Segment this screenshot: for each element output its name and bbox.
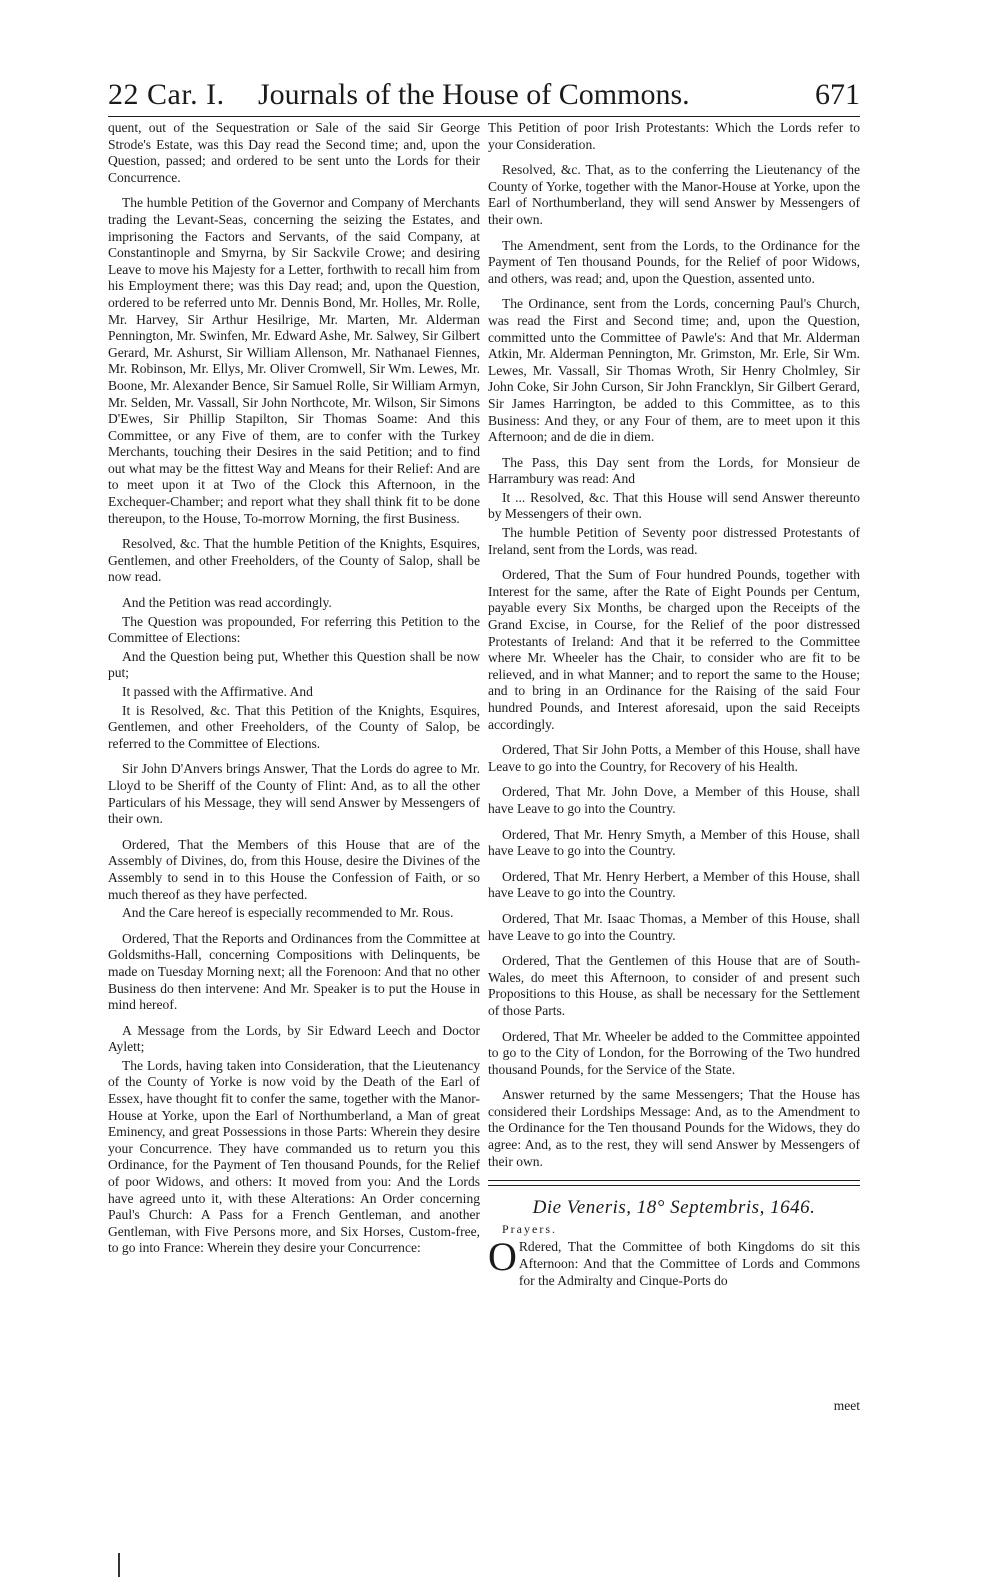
reign-label: 22 Car. I. [108, 78, 225, 111]
paragraph: Answer returned by the same Messengers; That the House has considered their Lordships Message: And, as to the Amendment to the Ordinance for the Ten thousand Pounds for the Widows, they do agree: And, as to the rest, they will send Answer by Messengers of their own. [488, 1087, 860, 1169]
paragraph: Ordered, That Mr. John Dove, a Member of this House, shall have Leave to go into the Country. [488, 784, 860, 816]
paragraph: It ... Resolved, &c. That this House will send Answer thereunto by Messengers of their own. [488, 489, 860, 522]
final-paragraph-text: Rdered, That the Committee of both Kingdoms do sit this Afternoon: And that the Committee of Lords and Commons for the Admiralty and Cinque-Ports do [518, 1239, 860, 1288]
margin-mark [118, 1553, 120, 1577]
paragraph: The Lords, having taken into Consideration, that the Lieutenancy of the County of Yorke is now void by the Death of the Earl of Essex, have thought fit to confer the same, together with the Manor-House at Yorke, upon the Earl of Northumberland, a Man of great Eminency, and great Possessions in those Parts: Wherein they desire your Concurrence. They have commanded us to return you this Ordinance, for the Payment of Ten thousand Pounds, for the Relief of poor Widows, and others: It moved from you: And the Lords have agreed unto it, with these Alterations: An Order concerning Paul's Church: A Pass for a French Gentleman, and another Gentleman, with Five Persons more, and Six Horses, Custom-free, to go into France: Wherein they desire your Concurrence: [108, 1057, 480, 1256]
drop-cap-letter: O [488, 1234, 517, 1280]
journal-title: Journals of the House of Commons. [258, 78, 690, 111]
paragraph: Sir John D'Anvers brings Answer, That the Lords do agree to Mr. Lloyd to be Sheriff of the County of Flint: And, as to all the other Particulars of his Message, they will send Answer by Messengers of their own. [108, 761, 480, 827]
paragraph: Ordered, That Mr. Henry Smyth, a Member of this House, shall have Leave to go into the Country. [488, 826, 860, 859]
paragraph: And the Petition was read accordingly. [122, 595, 332, 611]
date-heading: Die Veneris, 18° Septembris, 1646. [532, 1197, 816, 1219]
paragraph: It is Resolved, &c. That this Petition of the Knights, Esquires, Gentlemen, and other Freeholders, of the County of Salop, be referred to the Committee of Elections. [108, 702, 480, 751]
paragraph: Ordered, That Mr. Wheeler be added to the Committee appointed to go to the City of London, for the Borrowing of the Two hundred thousand Pounds, for the Service of the State. [488, 1028, 860, 1077]
paragraph: Ordered, That the Members of this House that are of the Assembly of Divines, do, from this House, desire the Divines of the Assembly to send in to this House the Confession of Faith, or so much thereof as they have perfected. [108, 836, 480, 902]
paragraph: Ordered, That the Reports and Ordinances from the Committee at Goldsmiths-Hall, concerning Compositions with Delinquents, be made on Tuesday Morning next; all the Forenoon: And that no other Business do then intervene: And Mr. Speaker is to put the House in mind hereof. [108, 930, 480, 1013]
paragraph: It passed with the Affirmative. And [122, 684, 313, 699]
paragraph: Ordered, That the Gentlemen of this House that are of South-Wales, do meet this Afternoon, to consider of and present such Propositions to this House, as shall be necessary for the Settlement of those Parts. [488, 953, 860, 1018]
paragraph: The Ordinance, sent from the Lords, concerning Paul's Church, was read the First and Second time; and, upon the Question, committed unto the Committee of Pawle's: And that Mr. Alderman Atkin, Mr. Alderman Pennington, Mr. Grimston, Mr. Erle, Sir Wm. Lewes, Mr. Vassall, Sir Thomas Wroth, Sir Henry Cholmley, Sir John Coke, Sir John Curson, Sir John Francklyn, Sir Gilbert Gerard, Sir James Harrington, be added to this Committee, as to this Business: And they, or any Four of them, are to meet upon it this Afternoon; and de die in diem. [488, 296, 860, 445]
paragraph: Resolved, &c. That, as to the conferring the Lieutenancy of the County of Yorke, together with the Manor-House at Yorke, upon the Earl of Northumberland, they will send Answer by Messengers of their own. [488, 162, 860, 227]
page-number: 671 [815, 78, 860, 111]
left-column [108, 120, 480, 1266]
right-column [488, 120, 860, 1298]
paragraph: quent, out of the Sequestration or Sale of the said Sir George Strode's Estate, was this Day read the Second time; and, upon the Question, passed; and ordered to be sent unto the Lords for their Concurrence. [108, 120, 480, 185]
paragraph: Ordered, That Mr. Henry Herbert, a Member of this House, shall have Leave to go into the Country. [488, 868, 860, 901]
paragraph: The Amendment, sent from the Lords, to the Ordinance for the Payment of Ten thousand Pounds, for the Relief of poor Widows, and others, was read; and, upon the Question, assented unto. [488, 237, 860, 286]
paragraph: And the Question being put, Whether this Question shall be now put; [108, 648, 480, 681]
paragraph: Ordered, That Mr. Isaac Thomas, a Member of this House, shall have Leave to go into the Country. [488, 910, 860, 943]
paragraph: Ordered, That Sir John Potts, a Member of this House, shall have Leave to go into the Country, for Recovery of his Health. [488, 742, 860, 774]
catchword: meet [833, 1398, 860, 1413]
section-divider [488, 1180, 860, 1186]
paragraph: This Petition of poor Irish Protestants: Which the Lords refer to your Consideration. [488, 120, 860, 152]
page-header [108, 76, 860, 117]
paragraph: Ordered, That the Sum of Four hundred Pounds, together with Interest for the same, after the Rate of Eight Pounds per Centum, payable every Six Months, be charged upon the Receipts of the Grand Excise, in Course, for the Relief of the poor distressed Protestants of Ireland: And that it be referred to the Committee where Mr. Wheeler has the Chair, to consider who are fit to be relieved, and in what Manner; and to report the same to the House; and to bring in an Ordinance for the Raising of the said Four hundred Pounds, and Interest aforesaid, upon the said Receipts accordingly. [488, 567, 860, 732]
paragraph: The humble Petition of the Governor and Company of Merchants trading the Levant-Seas, concerning the seizing the Estates, and imprisoning the Factors and Servants, of the said Company, at Constantinople and Smyrna, by Sir Sackvile Crowe; and desiring Leave to move his Majesty for a Letter, forthwith to recall him from his Employment there; was this Day read; and, upon the Question, ordered to be referred unto Mr. Dennis Bond, Mr. Holles, Mr. Rolle, Mr. Harvey, Sir Arthur Hesilrige, Mr. Marten, Mr. Alderman Pennington, Mr. Swinfen, Mr. Edward Ashe, Mr. Salwey, Sir Gilbert Gerard, Mr. Ashurst, Sir William Allenson, Mr. Nathanael Fiennes, Mr. Robinson, Mr. Ellys, Mr. Oliver Cromwell, Sir Wm. Lewes, Mr. Boone, Mr. Alexander Bence, Sir Samuel Rolle, Sir William Armyn, Mr. Selden, Mr. Vassall, Sir John Northcote, Mr. Wilson, Sir Simons D'Ewes, Sir Phillip Stapilton, Sir Thomas Soame: And this Committee, or any Five of them, are to confer with the Turkey Merchants, touching their Desires in the said Petition; and to find out what may be the fittest Way and Means for their Relief: And are to meet upon it at Two of the Clock this Afternoon, in the Exchequer-Chamber; and report what they shall think fit to be done thereupon, to the House, To-morrow Morning, the first Business. [108, 195, 480, 526]
paragraph: The Question was propounded, For referring this Petition to the Committee of Elections: [108, 613, 480, 646]
paragraph: The Pass, this Day sent from the Lords, for Monsieur de Harrambury was read: And [488, 454, 860, 487]
prayers-label: Prayers. [502, 1221, 557, 1236]
paragraph: Resolved, &c. That the humble Petition of the Knights, Esquires, Gentlemen, and other Freeholders, of the County of Salop, shall be now read. [108, 536, 480, 585]
paragraph: A Message from the Lords, by Sir Edward Leech and Doctor Aylett; [108, 1022, 480, 1055]
paragraph: The humble Petition of Seventy poor distressed Protestants of Ireland, sent from the Lords, was read. [488, 525, 860, 557]
final-paragraph [488, 1234, 860, 1289]
paragraph: And the Care hereof is especially recommended to Mr. Rous. [122, 905, 454, 921]
